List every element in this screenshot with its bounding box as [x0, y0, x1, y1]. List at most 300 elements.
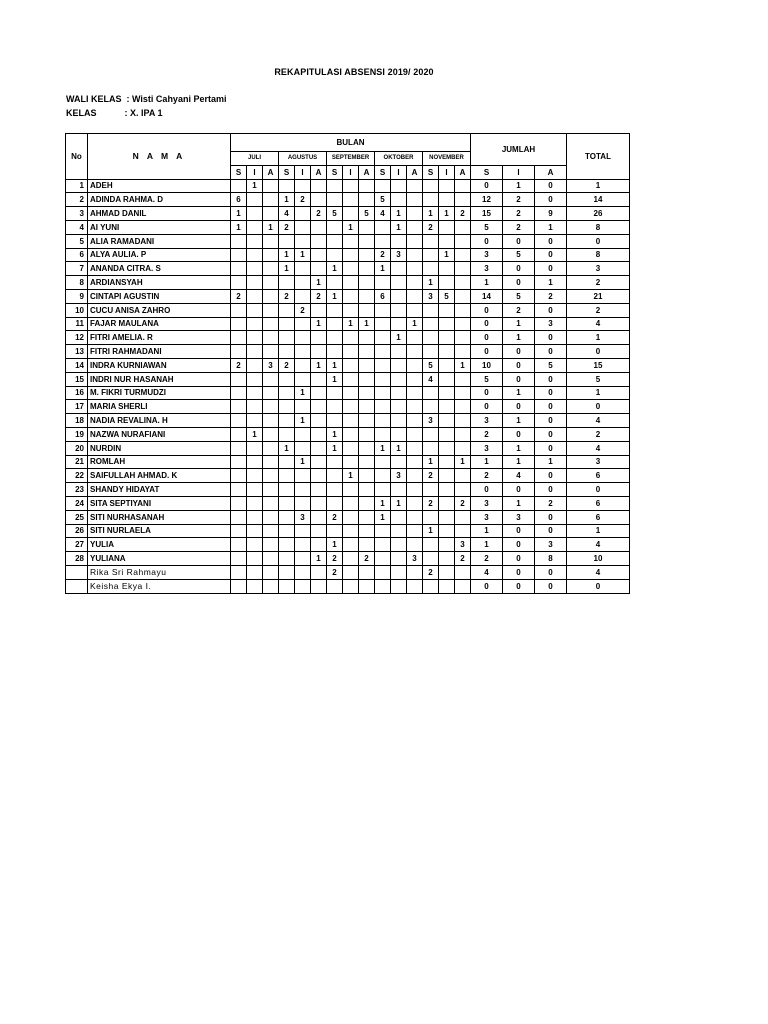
attendance-cell	[343, 400, 359, 414]
attendance-cell	[263, 496, 279, 510]
table-row	[66, 220, 630, 234]
attendance-cell	[311, 386, 327, 400]
attendance-cell: 1	[439, 248, 455, 262]
table-row	[66, 317, 630, 331]
attendance-cell	[439, 262, 455, 276]
attendance-cell	[279, 524, 295, 538]
attendance-cell	[359, 372, 375, 386]
attendance-cell: 2	[359, 552, 375, 566]
month-sub-header: I	[343, 165, 359, 179]
attendance-cell	[295, 317, 311, 331]
table-row	[66, 331, 630, 345]
row-number: 6	[66, 248, 88, 262]
jumlah-cell: 5	[503, 289, 535, 303]
attendance-cell: 1	[295, 248, 311, 262]
month-sub-header: I	[391, 165, 407, 179]
month-sub-header: I	[295, 165, 311, 179]
table-row	[66, 345, 630, 359]
attendance-cell	[263, 289, 279, 303]
jumlah-cell: 0	[535, 469, 567, 483]
jumlah-cell: 2	[471, 552, 503, 566]
attendance-cell: 5	[439, 289, 455, 303]
attendance-cell	[247, 276, 263, 290]
attendance-cell	[231, 510, 247, 524]
attendance-cell	[359, 220, 375, 234]
attendance-cell	[279, 414, 295, 428]
attendance-cell	[455, 565, 471, 579]
attendance-cell: 1	[327, 262, 343, 276]
attendance-cell	[327, 234, 343, 248]
jumlah-cell: 0	[535, 262, 567, 276]
attendance-cell	[455, 317, 471, 331]
attendance-cell	[311, 262, 327, 276]
jumlah-cell: 0	[471, 303, 503, 317]
student-name: ALYA AULIA. P	[88, 248, 231, 262]
attendance-cell	[231, 317, 247, 331]
attendance-cell	[231, 386, 247, 400]
attendance-cell	[391, 386, 407, 400]
row-number: 17	[66, 400, 88, 414]
attendance-cell	[247, 552, 263, 566]
table-row	[66, 193, 630, 207]
attendance-cell	[359, 289, 375, 303]
total-cell: 8	[567, 248, 630, 262]
attendance-cell: 1	[391, 496, 407, 510]
attendance-cell	[295, 552, 311, 566]
student-name: CINTAPI AGUSTIN	[88, 289, 231, 303]
attendance-cell	[327, 248, 343, 262]
student-name: AHMAD DANIL	[88, 207, 231, 221]
attendance-cell: 4	[375, 207, 391, 221]
attendance-cell	[231, 372, 247, 386]
attendance-cell	[263, 483, 279, 497]
attendance-cell	[263, 331, 279, 345]
attendance-cell	[231, 524, 247, 538]
attendance-cell	[391, 455, 407, 469]
table-row	[66, 524, 630, 538]
month-header: AGUSTUS	[279, 152, 327, 166]
attendance-cell	[343, 234, 359, 248]
jumlah-cell: 1	[535, 455, 567, 469]
total-cell: 2	[567, 427, 630, 441]
attendance-cell	[327, 496, 343, 510]
attendance-cell	[439, 179, 455, 193]
student-name: SAIFULLAH AHMAD. K	[88, 469, 231, 483]
attendance-cell	[263, 455, 279, 469]
attendance-cell	[311, 220, 327, 234]
header-no: No	[66, 134, 88, 180]
attendance-cell	[359, 386, 375, 400]
attendance-cell	[231, 552, 247, 566]
attendance-cell	[231, 579, 247, 593]
student-name: Keisha Ekya I.	[88, 579, 231, 593]
attendance-cell	[263, 538, 279, 552]
attendance-cell	[295, 179, 311, 193]
attendance-cell	[295, 207, 311, 221]
jumlah-cell: 10	[471, 358, 503, 372]
total-cell: 3	[567, 455, 630, 469]
jumlah-cell: 3	[471, 441, 503, 455]
attendance-cell	[343, 524, 359, 538]
attendance-cell	[455, 193, 471, 207]
attendance-cell	[311, 414, 327, 428]
jumlah-cell: 0	[535, 565, 567, 579]
attendance-cell	[343, 262, 359, 276]
attendance-cell	[359, 345, 375, 359]
attendance-cell	[263, 441, 279, 455]
attendance-cell: 2	[311, 207, 327, 221]
total-cell: 8	[567, 220, 630, 234]
attendance-cell	[343, 179, 359, 193]
table-row	[66, 441, 630, 455]
attendance-cell	[439, 565, 455, 579]
total-cell: 4	[567, 538, 630, 552]
attendance-cell	[263, 303, 279, 317]
total-cell: 3	[567, 262, 630, 276]
header-nama: N A M A	[88, 134, 231, 180]
attendance-cell	[295, 262, 311, 276]
attendance-cell	[295, 441, 311, 455]
attendance-cell	[359, 455, 375, 469]
jumlah-cell: 0	[503, 345, 535, 359]
attendance-cell	[247, 538, 263, 552]
attendance-cell	[327, 345, 343, 359]
jumlah-cell: 0	[471, 179, 503, 193]
total-cell: 5	[567, 372, 630, 386]
attendance-cell	[311, 441, 327, 455]
attendance-cell	[375, 400, 391, 414]
attendance-cell: 1	[247, 427, 263, 441]
jumlah-cell: 12	[471, 193, 503, 207]
student-name: NURDIN	[88, 441, 231, 455]
student-name: ALIA RAMADANI	[88, 234, 231, 248]
attendance-cell	[375, 483, 391, 497]
attendance-cell	[295, 358, 311, 372]
attendance-cell: 1	[391, 220, 407, 234]
attendance-cell	[247, 317, 263, 331]
attendance-cell	[423, 483, 439, 497]
attendance-cell	[263, 234, 279, 248]
total-cell: 4	[567, 317, 630, 331]
attendance-cell	[343, 510, 359, 524]
attendance-cell: 2	[455, 496, 471, 510]
table-row	[66, 427, 630, 441]
attendance-cell	[391, 193, 407, 207]
attendance-cell	[311, 455, 327, 469]
attendance-cell	[375, 358, 391, 372]
attendance-cell	[439, 496, 455, 510]
attendance-cell	[439, 552, 455, 566]
jumlah-cell: 0	[535, 427, 567, 441]
total-cell: 6	[567, 496, 630, 510]
attendance-cell	[407, 579, 423, 593]
attendance-cell	[391, 358, 407, 372]
attendance-cell	[311, 345, 327, 359]
table-header	[66, 134, 630, 180]
jumlah-cell: 0	[535, 248, 567, 262]
attendance-cell	[375, 276, 391, 290]
attendance-cell	[423, 538, 439, 552]
attendance-cell: 1	[263, 220, 279, 234]
attendance-cell	[391, 345, 407, 359]
attendance-cell	[455, 441, 471, 455]
attendance-cell	[295, 524, 311, 538]
attendance-cell: 6	[375, 289, 391, 303]
attendance-cell: 1	[231, 220, 247, 234]
attendance-cell: 1	[343, 469, 359, 483]
attendance-cell	[423, 331, 439, 345]
attendance-cell	[407, 496, 423, 510]
month-sub-header: I	[247, 165, 263, 179]
attendance-cell	[343, 427, 359, 441]
attendance-cell	[407, 193, 423, 207]
table-row	[66, 538, 630, 552]
row-number: 13	[66, 345, 88, 359]
attendance-cell	[263, 510, 279, 524]
attendance-cell	[359, 427, 375, 441]
attendance-cell	[407, 345, 423, 359]
row-number: 19	[66, 427, 88, 441]
month-sub-header: S	[375, 165, 391, 179]
attendance-cell	[343, 386, 359, 400]
jumlah-cell: 14	[471, 289, 503, 303]
document-title: REKAPITULASI ABSENSI 2019/ 2020	[274, 67, 434, 77]
student-name: SITA SEPTIYANI	[88, 496, 231, 510]
jumlah-cell: 0	[535, 234, 567, 248]
student-name: NAZWA NURAFIANI	[88, 427, 231, 441]
student-name: INDRI NUR HASANAH	[88, 372, 231, 386]
jumlah-cell: 5	[503, 248, 535, 262]
attendance-cell	[279, 179, 295, 193]
attendance-cell	[247, 248, 263, 262]
attendance-cell	[343, 303, 359, 317]
attendance-cell	[263, 372, 279, 386]
row-number: 22	[66, 469, 88, 483]
attendance-cell	[455, 262, 471, 276]
attendance-cell	[247, 345, 263, 359]
attendance-cell	[343, 441, 359, 455]
attendance-cell	[311, 372, 327, 386]
total-cell: 0	[567, 234, 630, 248]
attendance-cell	[231, 276, 247, 290]
attendance-cell	[407, 289, 423, 303]
attendance-cell	[263, 579, 279, 593]
attendance-cell	[423, 179, 439, 193]
attendance-cell	[263, 524, 279, 538]
attendance-cell	[279, 400, 295, 414]
attendance-cell	[407, 510, 423, 524]
attendance-cell	[359, 179, 375, 193]
attendance-cell	[327, 193, 343, 207]
student-name: YULIANA	[88, 552, 231, 566]
attendance-cell: 1	[327, 372, 343, 386]
attendance-cell	[327, 220, 343, 234]
attendance-cell	[231, 400, 247, 414]
attendance-cell	[423, 400, 439, 414]
attendance-cell: 2	[231, 289, 247, 303]
attendance-cell	[231, 427, 247, 441]
attendance-cell	[375, 427, 391, 441]
attendance-cell	[455, 303, 471, 317]
jumlah-cell: 3	[471, 496, 503, 510]
attendance-cell	[247, 469, 263, 483]
jumlah-cell: 2	[503, 193, 535, 207]
attendance-cell	[359, 579, 375, 593]
table-body	[66, 179, 630, 593]
jumlah-cell: 3	[503, 510, 535, 524]
attendance-cell	[263, 565, 279, 579]
attendance-cell	[247, 262, 263, 276]
attendance-cell: 1	[327, 427, 343, 441]
attendance-cell	[247, 358, 263, 372]
attendance-cell	[311, 234, 327, 248]
attendance-cell	[407, 469, 423, 483]
attendance-cell: 1	[327, 441, 343, 455]
attendance-cell: 1	[455, 358, 471, 372]
attendance-cell	[391, 483, 407, 497]
attendance-cell	[391, 289, 407, 303]
attendance-cell: 1	[311, 358, 327, 372]
attendance-cell: 1	[311, 317, 327, 331]
month-sub-header: A	[359, 165, 375, 179]
row-number: 16	[66, 386, 88, 400]
attendance-cell: 3	[391, 248, 407, 262]
attendance-cell	[279, 538, 295, 552]
attendance-cell	[439, 303, 455, 317]
attendance-cell	[439, 386, 455, 400]
attendance-cell	[407, 276, 423, 290]
attendance-cell	[343, 345, 359, 359]
attendance-cell	[407, 207, 423, 221]
attendance-cell: 3	[295, 510, 311, 524]
attendance-cell	[407, 483, 423, 497]
attendance-cell: 1	[423, 455, 439, 469]
table-row	[66, 179, 630, 193]
attendance-cell	[359, 400, 375, 414]
attendance-cell	[231, 303, 247, 317]
attendance-cell	[279, 565, 295, 579]
attendance-cell	[359, 358, 375, 372]
jumlah-cell: 0	[535, 372, 567, 386]
attendance-cell: 3	[391, 469, 407, 483]
total-cell: 1	[567, 524, 630, 538]
attendance-cell	[247, 289, 263, 303]
attendance-cell	[247, 510, 263, 524]
attendance-cell	[327, 579, 343, 593]
attendance-cell: 2	[295, 193, 311, 207]
attendance-cell: 2	[455, 207, 471, 221]
row-number: 14	[66, 358, 88, 372]
attendance-cell	[375, 414, 391, 428]
jumlah-cell: 0	[503, 524, 535, 538]
row-number: 23	[66, 483, 88, 497]
jumlah-cell: 0	[503, 262, 535, 276]
attendance-cell	[247, 483, 263, 497]
attendance-cell: 2	[279, 358, 295, 372]
row-number: 20	[66, 441, 88, 455]
attendance-cell	[407, 414, 423, 428]
wali-kelas-value: : Wisti Cahyani Pertami	[126, 94, 227, 104]
row-number: 21	[66, 455, 88, 469]
month-sub-header: A	[311, 165, 327, 179]
row-number: 25	[66, 510, 88, 524]
attendance-cell	[439, 414, 455, 428]
attendance-cell	[455, 400, 471, 414]
attendance-cell	[439, 510, 455, 524]
attendance-cell	[247, 372, 263, 386]
attendance-cell	[343, 289, 359, 303]
row-number: 28	[66, 552, 88, 566]
attendance-cell	[327, 317, 343, 331]
jumlah-cell: 3	[535, 538, 567, 552]
attendance-cell	[231, 345, 247, 359]
attendance-cell: 1	[423, 524, 439, 538]
table-row	[66, 372, 630, 386]
attendance-cell	[391, 317, 407, 331]
attendance-cell	[439, 276, 455, 290]
attendance-cell	[247, 234, 263, 248]
attendance-cell	[311, 524, 327, 538]
attendance-cell	[391, 303, 407, 317]
attendance-cell	[295, 427, 311, 441]
attendance-cell	[455, 524, 471, 538]
attendance-cell	[423, 234, 439, 248]
attendance-cell	[391, 552, 407, 566]
jumlah-cell: 0	[503, 358, 535, 372]
attendance-cell	[295, 565, 311, 579]
attendance-cell: 1	[375, 262, 391, 276]
attendance-cell	[295, 234, 311, 248]
attendance-cell	[375, 331, 391, 345]
jumlah-cell: 2	[503, 303, 535, 317]
attendance-cell	[343, 207, 359, 221]
jumlah-cell: 0	[471, 317, 503, 331]
student-name: SHANDY HIDAYAT	[88, 483, 231, 497]
jumlah-cell: 0	[503, 372, 535, 386]
attendance-cell	[455, 469, 471, 483]
jumlah-cell: 0	[535, 414, 567, 428]
attendance-cell	[247, 524, 263, 538]
jumlah-cell: 0	[535, 510, 567, 524]
attendance-cell: 1	[407, 317, 423, 331]
wali-kelas-line	[66, 94, 226, 104]
attendance-cell: 1	[279, 441, 295, 455]
attendance-cell	[375, 303, 391, 317]
jumlah-cell: 0	[471, 234, 503, 248]
attendance-cell	[231, 179, 247, 193]
jumlah-cell: 5	[471, 220, 503, 234]
row-number: 10	[66, 303, 88, 317]
attendance-cell	[455, 289, 471, 303]
attendance-cell	[279, 331, 295, 345]
attendance-cell: 1	[327, 538, 343, 552]
attendance-cell	[407, 262, 423, 276]
attendance-cell	[247, 193, 263, 207]
attendance-cell	[359, 510, 375, 524]
jumlah-cell: 0	[471, 386, 503, 400]
attendance-cell	[407, 303, 423, 317]
row-number: 1	[66, 179, 88, 193]
jumlah-cell: 0	[503, 579, 535, 593]
attendance-cell	[423, 248, 439, 262]
attendance-cell	[327, 483, 343, 497]
attendance-table	[65, 133, 630, 594]
row-number	[66, 565, 88, 579]
jumlah-cell: 0	[535, 345, 567, 359]
attendance-cell	[455, 345, 471, 359]
attendance-cell: 2	[423, 496, 439, 510]
attendance-cell	[439, 455, 455, 469]
